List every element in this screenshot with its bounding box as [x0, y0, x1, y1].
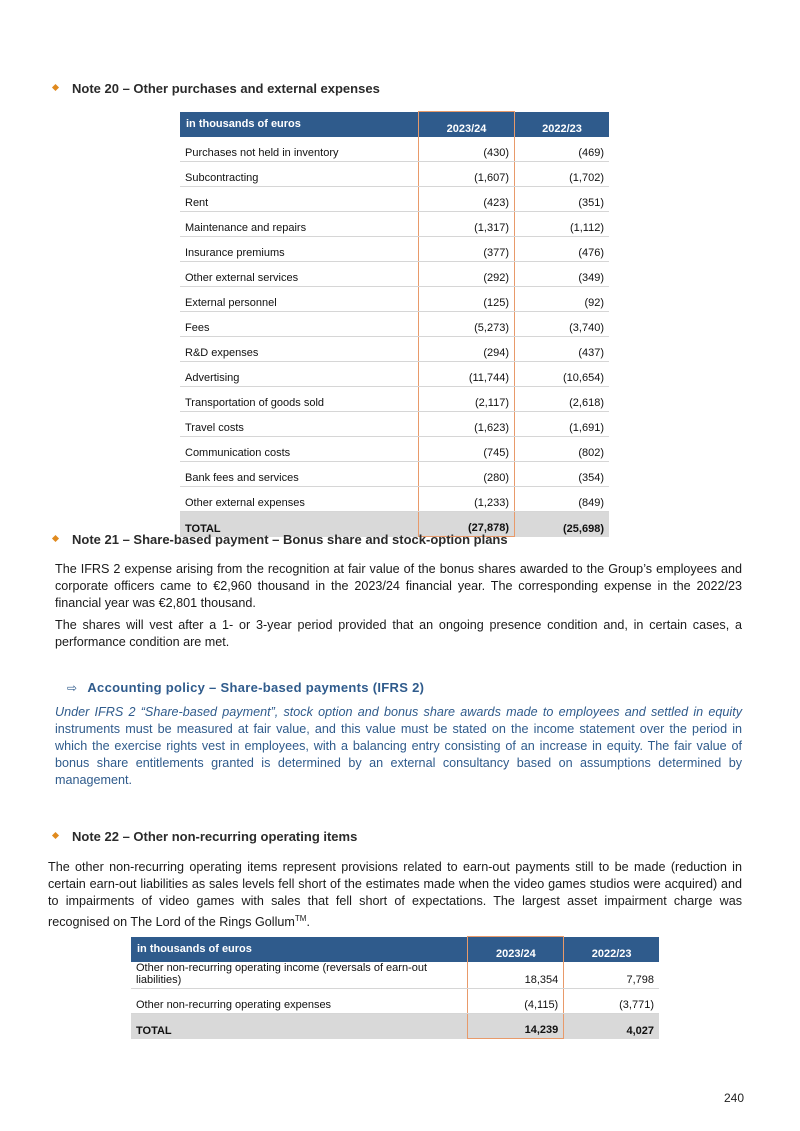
other-purchases-table	[180, 111, 609, 537]
row-label: Other external expenses	[180, 487, 419, 512]
value-2022-23: 7,798	[564, 962, 659, 989]
note-22-heading	[53, 829, 357, 844]
total-2023-24: (27,878)	[419, 512, 515, 537]
non-recurring-items-table	[131, 936, 659, 1039]
table-row	[180, 262, 609, 287]
value-2023-24: (423)	[419, 187, 515, 212]
row-label: Fees	[180, 312, 419, 337]
diamond-bullet-icon	[52, 535, 59, 542]
value-2022-23: (10,654)	[515, 362, 610, 387]
value-2022-23: (2,618)	[515, 387, 610, 412]
row-label: Communication costs	[180, 437, 419, 462]
table-row	[180, 412, 609, 437]
row-label: Advertising	[180, 362, 419, 387]
row-label: Subcontracting	[180, 162, 419, 187]
total-label: TOTAL	[131, 1014, 468, 1039]
table-row	[180, 362, 609, 387]
value-2022-23: (3,771)	[564, 989, 659, 1014]
table-row	[180, 337, 609, 362]
value-2023-24: (1,607)	[419, 162, 515, 187]
accounting-policy-text	[55, 704, 742, 789]
row-label: Maintenance and repairs	[180, 212, 419, 237]
row-label: External personnel	[180, 287, 419, 312]
value-2023-24: (2,117)	[419, 387, 515, 412]
value-2023-24: (294)	[419, 337, 515, 362]
row-label: Bank fees and services	[180, 462, 419, 487]
row-label: Insurance premiums	[180, 237, 419, 262]
row-label: Other non-recurring operating expenses	[131, 989, 468, 1014]
value-2023-24: (430)	[419, 137, 515, 162]
table-row	[180, 237, 609, 262]
column-header-label: in thousands of euros	[131, 937, 468, 963]
value-2023-24: (280)	[419, 462, 515, 487]
table-row	[131, 989, 659, 1014]
table-row	[180, 462, 609, 487]
row-label: Travel costs	[180, 412, 419, 437]
row-label: Other external services	[180, 262, 419, 287]
value-2022-23: (437)	[515, 337, 610, 362]
total-2022-23: (25,698)	[515, 512, 610, 537]
value-2023-24: (5,273)	[419, 312, 515, 337]
value-2023-24: (745)	[419, 437, 515, 462]
table-row	[180, 387, 609, 412]
column-header-2022-23: 2022/23	[515, 112, 610, 138]
value-2023-24: 18,354	[468, 962, 564, 989]
total-2023-24: 14,239	[468, 1014, 564, 1039]
note-22-title: Note 22 – Other non-recurring operating items	[72, 829, 358, 844]
policy-italic-text: Under IFRS 2 “Share-based payment”, stock option and bonus share awards made to employees and settled in equity	[55, 705, 742, 719]
value-2022-23: (476)	[515, 237, 610, 262]
value-2022-23: (351)	[515, 187, 610, 212]
value-2022-23: (469)	[515, 137, 610, 162]
value-2023-24: (1,623)	[419, 412, 515, 437]
value-2022-23: (349)	[515, 262, 610, 287]
accounting-policy-heading	[67, 680, 424, 695]
row-label: Other non-recurring operating income (reversals of earn-out liabilities)	[131, 962, 468, 989]
row-label: Transportation of goods sold	[180, 387, 419, 412]
note-22-paragraph-end: .	[306, 915, 310, 930]
table-row	[180, 187, 609, 212]
table-row	[180, 312, 609, 337]
note-21-title: Note 21 – Share-based payment – Bonus share and stock-option plans	[72, 532, 508, 547]
note-21-paragraph-1: The IFRS 2 expense arising from the recognition at fair value of the bonus shares awarded to the Group’s employees and corporate officers came to €2,960 thousand in the 2023/24 financial year. The corresponding expense in the 2022/23 financial year was €2,801 thousand.	[55, 562, 742, 610]
note-21-heading	[53, 532, 508, 547]
column-header-label: in thousands of euros	[180, 112, 419, 138]
note-22-paragraph	[48, 859, 742, 931]
value-2022-23: (354)	[515, 462, 610, 487]
column-header-2023-24: 2023/24	[468, 937, 564, 963]
table-row	[131, 962, 659, 989]
value-2023-24: (377)	[419, 237, 515, 262]
total-2022-23: 4,027	[564, 1014, 659, 1039]
page-number: 240	[724, 1091, 745, 1105]
value-2023-24: (4,115)	[468, 989, 564, 1014]
value-2022-23: (1,702)	[515, 162, 610, 187]
total-label: TOTAL	[180, 512, 419, 537]
policy-regular-text: instruments must be measured at fair value, and this value must be stated on the income statement over the period in which the exercise rights vest in employees, with a balancing entry consisting of an increase in equity. The fair value of bonus share entitlements granted is determined by an external consultancy based on assumptions determined by management.	[55, 722, 742, 787]
total-row	[131, 1014, 659, 1039]
arrow-right-outline-icon: ⇨	[67, 681, 78, 695]
value-2023-24: (292)	[419, 262, 515, 287]
trademark-superscript: TM	[294, 914, 307, 923]
row-label: R&D expenses	[180, 337, 419, 362]
table-row	[180, 487, 609, 512]
accounting-policy-title: Accounting policy – Share-based payments (IFRS 2)	[87, 680, 425, 695]
value-2023-24: (1,233)	[419, 487, 515, 512]
note-22-paragraph-text: The other non-recurring operating items represent provisions related to earn-out payments still to be made (reduction in certain earn-out liabilities as sales levels fell short of the estimates made when the video games studios were acquired) and to impairments of video games with sales that fell short of expectations. The largest asset impairment charge was recognised on The Lord of the Rings Gollum	[48, 860, 742, 930]
value-2022-23: (849)	[515, 487, 610, 512]
value-2022-23: (1,691)	[515, 412, 610, 437]
value-2022-23: (3,740)	[515, 312, 610, 337]
row-label: Rent	[180, 187, 419, 212]
note-20-heading	[53, 81, 380, 96]
value-2023-24: (11,744)	[419, 362, 515, 387]
table-header-row	[180, 112, 609, 138]
diamond-bullet-icon	[52, 832, 59, 839]
value-2022-23: (802)	[515, 437, 610, 462]
value-2023-24: (125)	[419, 287, 515, 312]
table-header-row	[131, 937, 659, 963]
table-row	[180, 212, 609, 237]
note-21-paragraph-2: The shares will vest after a 1- or 3-year period provided that an ongoing presence condition and, in certain cases, a performance condition are met.	[55, 618, 742, 649]
value-2022-23: (92)	[515, 287, 610, 312]
table-row	[180, 437, 609, 462]
table-row	[180, 137, 609, 162]
column-header-2022-23: 2022/23	[564, 937, 659, 963]
value-2022-23: (1,112)	[515, 212, 610, 237]
table-row	[180, 287, 609, 312]
row-label: Purchases not held in inventory	[180, 137, 419, 162]
diamond-bullet-icon	[52, 84, 59, 91]
table-row	[180, 162, 609, 187]
column-header-2023-24: 2023/24	[419, 112, 515, 138]
note-20-title: Note 20 – Other purchases and external expenses	[72, 81, 380, 96]
value-2023-24: (1,317)	[419, 212, 515, 237]
